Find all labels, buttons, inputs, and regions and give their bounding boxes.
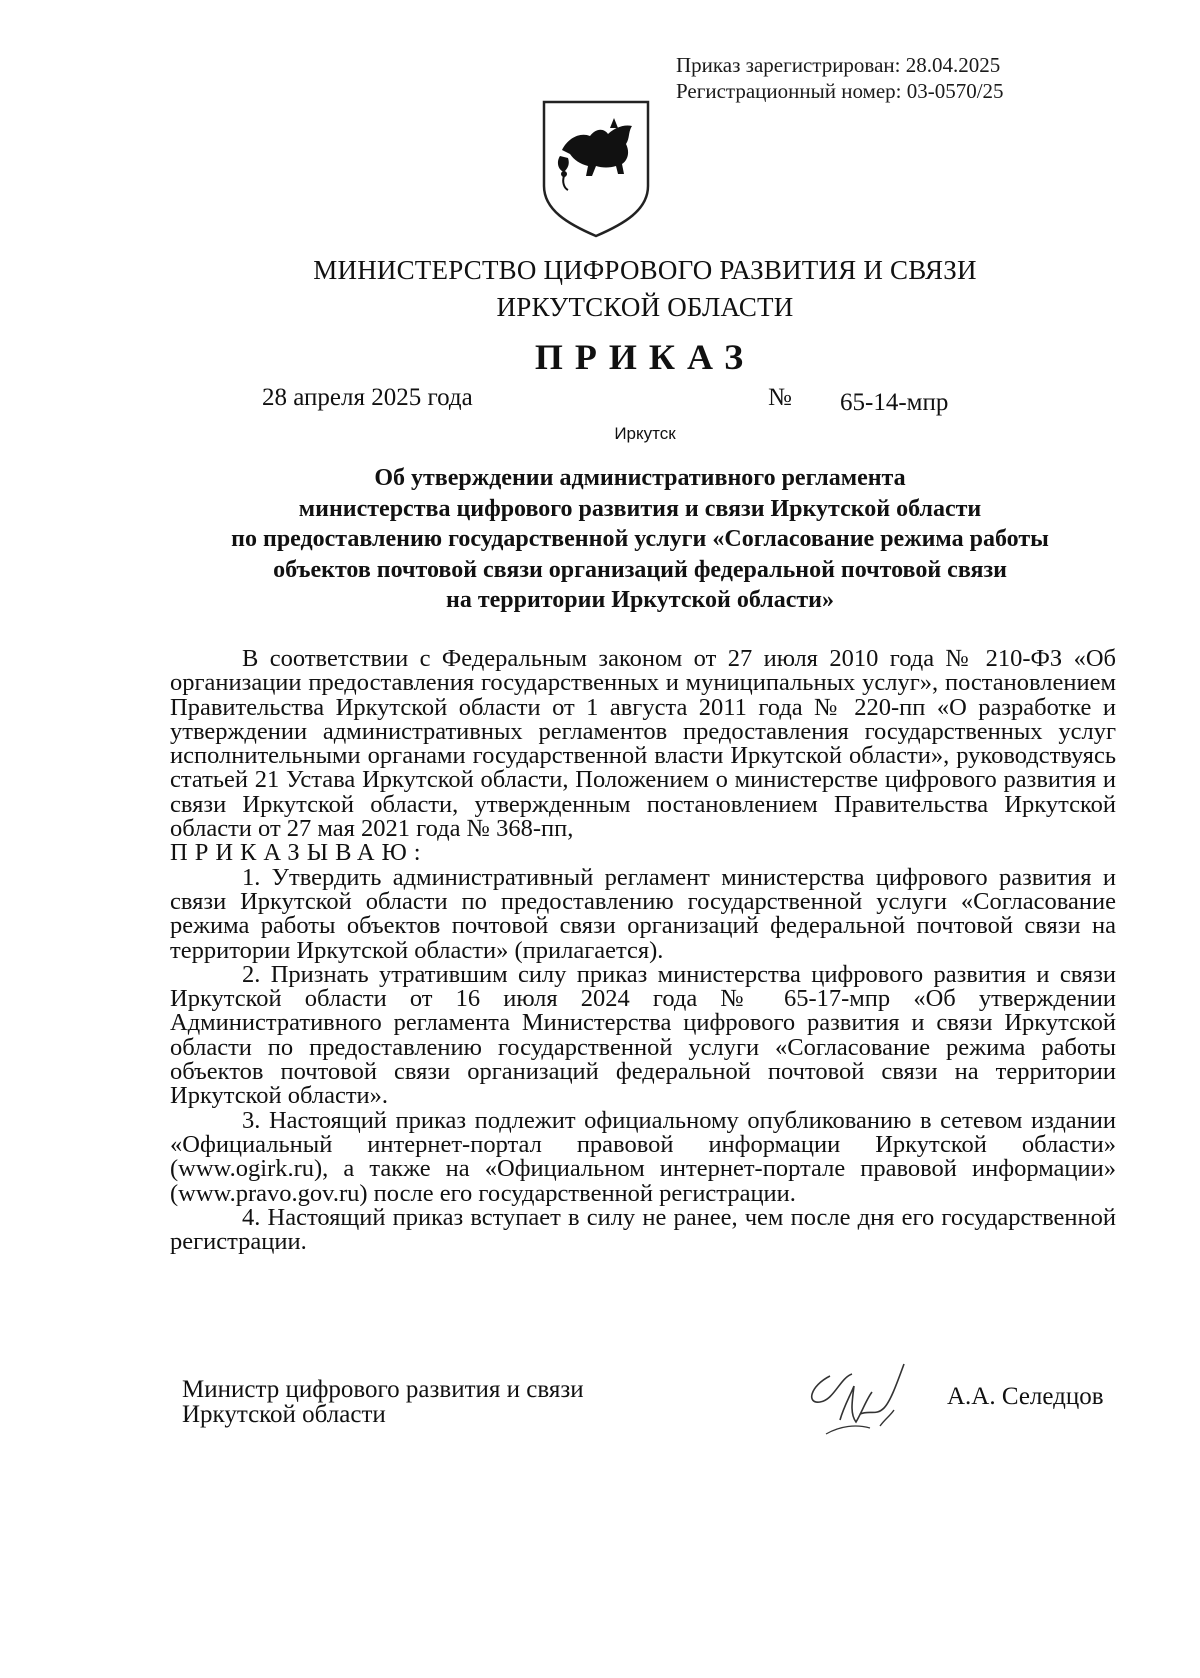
order-number: 65-14-мпр bbox=[840, 389, 949, 416]
signer-position-line-2: Иркутской области bbox=[182, 1401, 386, 1428]
order-item-2: 2. Признать утратившим силу приказ министерства цифрового развития и связи Иркутской области от 16 июля 2024 года № 65-17-мпр «Об утверждении Административного регламента Министерства цифрового развития и связи Иркутской области по предоставлению государственной услуги «Согласование режима работы объектов почтовой связи организаций федеральной почтовой связи на территории Иркутской области». bbox=[170, 960, 1116, 1110]
ministry-name-line-2: ИРКУТСКОЙ ОБЛАСТИ bbox=[496, 292, 794, 322]
document-title bbox=[160, 463, 1120, 616]
order-date: 28 апреля 2025 года bbox=[262, 384, 473, 411]
city: Иркутск bbox=[614, 424, 676, 443]
orders-word: ПРИКАЗЫВАЮ: bbox=[170, 839, 428, 867]
preamble-paragraph: В соответствии с Федеральным законом от 27 июля 2010 года № 210-ФЗ «Об организации предоставления государственных и муниципальных услуг», постановлением Правительства Иркутской области от 1 августа 2011 года № 220-пп «О разработке и утверждении административных регламентов предоставления государственных услуг исполнительными органами государственной власти Иркутской области», руководствуясь статьей 21 Устава Иркутской области, Положением о министерстве цифрового развития и связи Иркутской области, утвержденным постановлением Правительства Иркутской области от 27 мая 2021 года № 368-пп, bbox=[170, 645, 1116, 843]
registration-date: Приказ зарегистрирован: 28.04.2025 bbox=[676, 53, 1001, 77]
document-body bbox=[170, 647, 1116, 1254]
registration-number: Регистрационный номер: 03-0570/25 bbox=[676, 79, 1004, 103]
order-item-4: 4. Настоящий приказ вступает в силу не ранее, чем после дня его государственной регистрации. bbox=[170, 1203, 1116, 1256]
order-item-3: 3. Настоящий приказ подлежит официальному опубликованию в сетевом издании «Официальный интернет-портал правовой информации Иркутской области» (www.ogirk.ru), а также на «Официальном интернет-портале правовой информации» (www.pravo.gov.ru) после его государственной регистрации. bbox=[170, 1106, 1116, 1207]
title-line: по предоставлению государственной услуги «Согласование режима работы bbox=[231, 526, 1049, 552]
title-line: Об утверждении административного регламента bbox=[374, 465, 906, 491]
handwritten-signature bbox=[800, 1356, 930, 1452]
order-item-1: 1. Утвердить административный регламент министерства цифрового развития и связи Иркутской области по предоставлению государственной услуги «Согласование режима работы объектов почтовой связи организаций федеральной почтовой связи на территории Иркутской области» (прилагается). bbox=[170, 863, 1116, 964]
order-number-sign: № bbox=[768, 384, 792, 411]
irkutsk-coat-of-arms-icon bbox=[540, 98, 652, 240]
ministry-heading bbox=[200, 252, 1090, 326]
ministry-name-line-1: МИНИСТЕРСТВО ЦИФРОВОГО РАЗВИТИЯ И СВЯЗИ bbox=[313, 255, 977, 285]
signer-position-line-1: Министр цифрового развития и связи bbox=[182, 1376, 584, 1403]
title-line: объектов почтовой связи организаций федеральной почтовой связи bbox=[273, 556, 1007, 583]
signer-name: А.А. Селедцов bbox=[947, 1383, 1104, 1410]
document-type-heading: ПРИКАЗ bbox=[534, 337, 756, 377]
title-line: министерства цифрового развития и связи Иркутской области bbox=[298, 495, 982, 522]
registration-stamp bbox=[676, 52, 1004, 104]
signer-position bbox=[182, 1377, 584, 1427]
title-line: на территории Иркутской области» bbox=[446, 587, 834, 613]
